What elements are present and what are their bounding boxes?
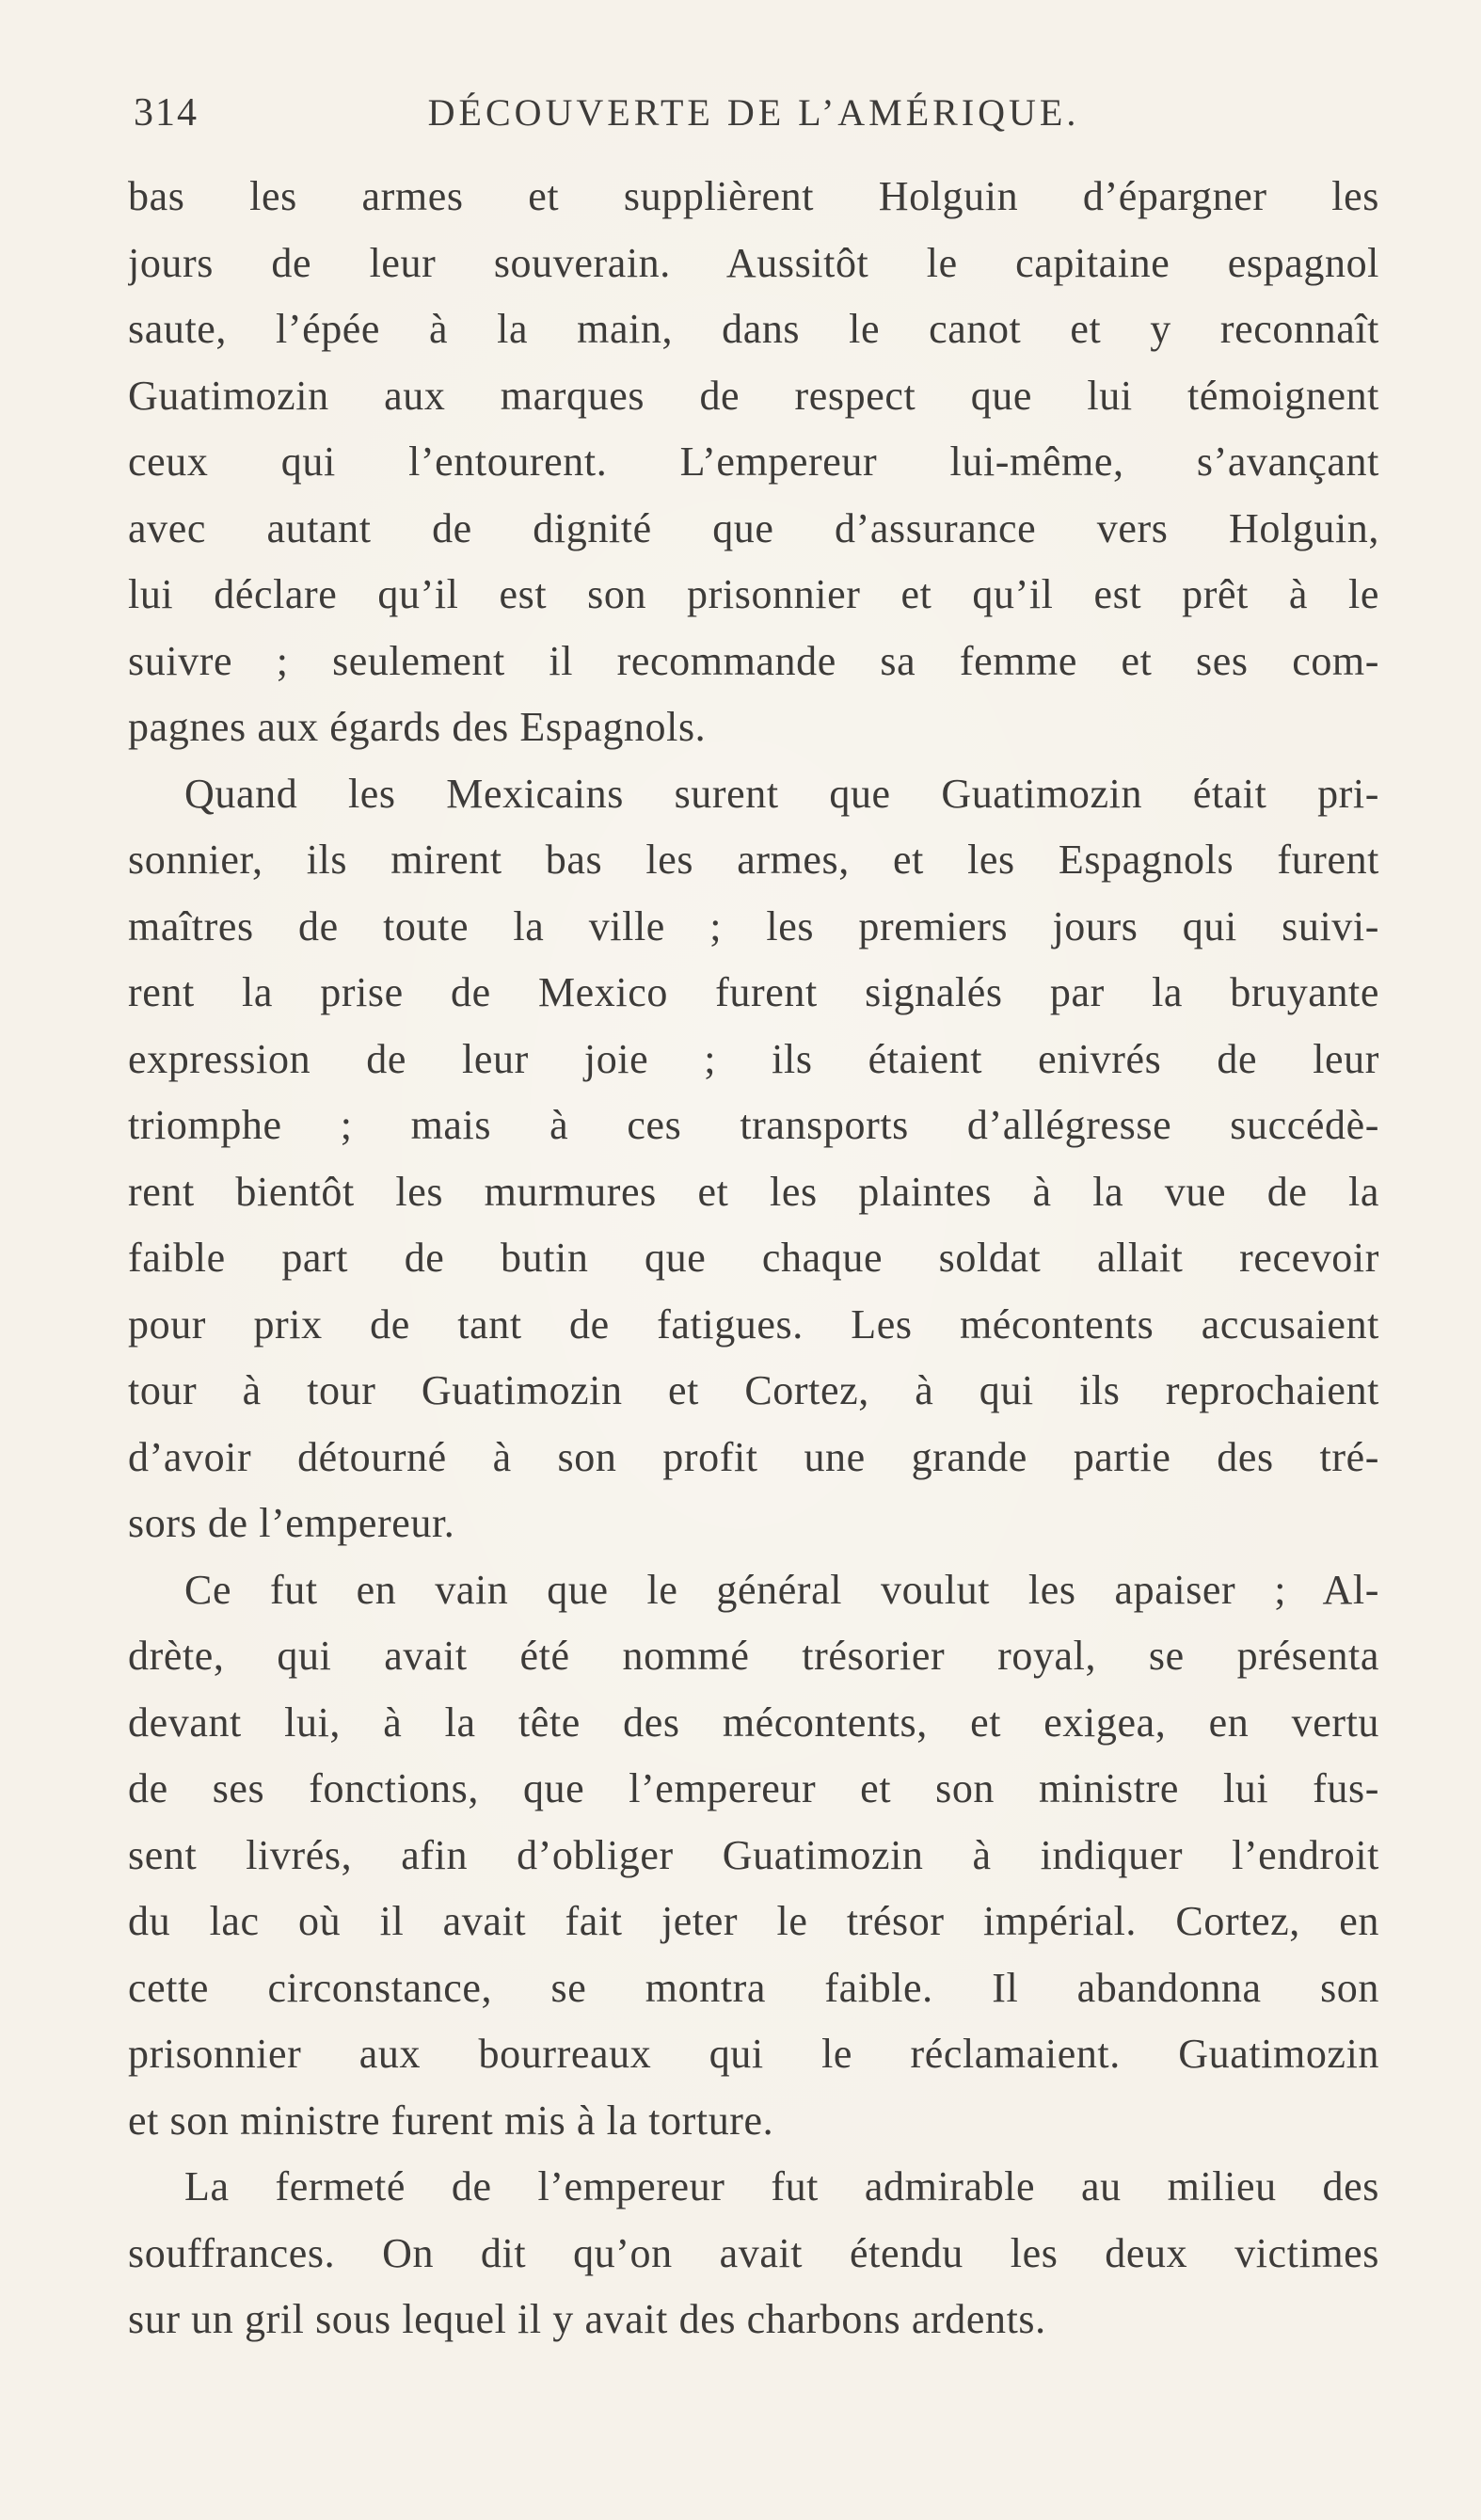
text-line: Quand les Mexicains surent que Guatimozin était pri-: [184, 770, 1379, 817]
text-line: La fermeté de l’empereur fut admirable au milieu des: [184, 2163, 1379, 2209]
running-title: DÉCOUVERTE DE L’AMÉRIQUE.: [427, 91, 1080, 134]
text-line: maîtres de toute la ville ; les premiers jours qui suivi-: [128, 902, 1379, 949]
text-line: sur un gril sous lequel il y avait des charbons ardents.: [128, 2296, 1046, 2342]
paragraph-1: [128, 164, 1379, 761]
text-line: drète, qui avait été nommé trésorier royal, se présenta: [128, 1633, 1379, 1679]
text-line: expression de leur joie ; ils étaient enivrés de leur: [128, 1035, 1379, 1082]
text-line: tour à tour Guatimozin et Cortez, à qui ils reprochaient: [128, 1367, 1379, 1413]
text-line: rent la prise de Mexico furent signalés par la bruyante: [128, 969, 1379, 1015]
text-line: avec autant de dignité que d’assurance vers Holguin,: [128, 504, 1379, 551]
text-line: d’avoir détourné à son profit une grande partie des tré-: [128, 1433, 1379, 1480]
text-line: bas les armes et supplièrent Holguin d’épargner les: [128, 173, 1379, 219]
text-line: prisonnier aux bourreaux qui le réclamaient. Guatimozin: [128, 2031, 1379, 2077]
body-text: [128, 164, 1379, 2353]
text-line: jours de leur souverain. Aussitôt le capitaine espagnol: [128, 239, 1379, 286]
paragraph-2: [128, 761, 1379, 1557]
text-line: souffrances. On dit qu’on avait étendu les deux victimes: [128, 2229, 1379, 2276]
text-line: lui déclare qu’il est son prisonnier et qu’il est prêt à le: [128, 571, 1379, 617]
text-line: Guatimozin aux marques de respect que lui témoignent: [128, 372, 1379, 419]
text-line: ceux qui l’entourent. L’empereur lui-même, s’avançant: [128, 439, 1379, 485]
text-line: de ses fonctions, que l’empereur et son ministre lui fus-: [128, 1765, 1379, 1811]
text-line: faible part de butin que chaque soldat allait recevoir: [128, 1235, 1379, 1281]
page-number: 314: [134, 91, 199, 135]
paragraph-4: [128, 2154, 1379, 2353]
text-line: sonnier, ils mirent bas les armes, et les Espagnols furent: [128, 837, 1379, 883]
text-line: devant lui, à la tête des mécontents, et exigea, en vertu: [128, 1699, 1379, 1746]
text-line: pagnes aux égards des Espagnols.: [128, 704, 707, 750]
text-line: du lac où il avait fait jeter le trésor impérial. Cortez, en: [128, 1898, 1379, 1944]
text-line: et son ministre furent mis à la torture.: [128, 2097, 774, 2144]
text-line: saute, l’épée à la main, dans le canot et y reconnaît: [128, 306, 1379, 352]
text-line: Ce fut en vain que le général voulut les apaiser ; Al-: [184, 1566, 1379, 1613]
text-line: pour prix de tant de fatigues. Les mécontents accusaient: [128, 1300, 1379, 1348]
text-line: sent livrés, afin d’obliger Guatimozin à indiquer l’endroit: [128, 1831, 1379, 1878]
page-header: [128, 90, 1379, 137]
text-line: sors de l’empereur.: [128, 1500, 455, 1546]
text-line: triomphe ; mais à ces transports d’allégresse succédè-: [128, 1102, 1379, 1148]
text-line: rent bientôt les murmures et les plaintes à la vue de la: [128, 1168, 1379, 1215]
paragraph-3: [128, 1557, 1379, 2155]
text-line: cette circonstance, se montra faible. Il abandonna son: [128, 1964, 1379, 2011]
text-line: suivre ; seulement il recommande sa femme et ses com-: [128, 637, 1379, 684]
